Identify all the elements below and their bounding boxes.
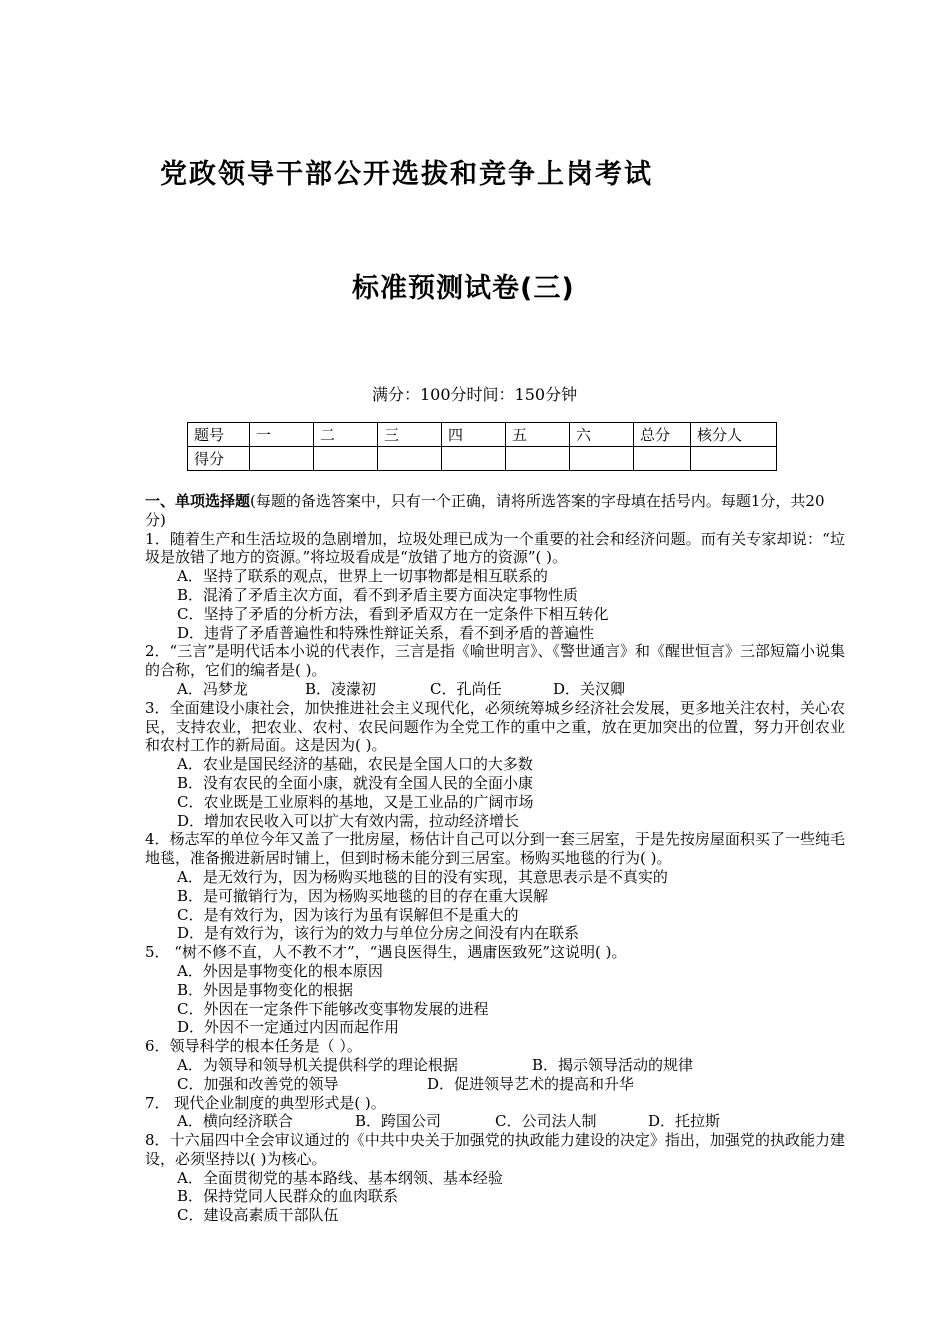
score-cell — [570, 447, 634, 471]
score-table-row-label: 得分 — [188, 447, 250, 471]
question-option: D．促进领导艺术的提高和升华 — [427, 1074, 635, 1093]
score-cell — [691, 447, 777, 471]
question-options-row — [145, 680, 845, 699]
question-option: B．外因是事物变化的根据 — [177, 980, 354, 999]
score-table-score-row — [188, 447, 777, 471]
question-option: A．农业是国民经济的基础，农民是全国人口的大多数 — [177, 755, 533, 774]
question-option: C．孔尚任 — [430, 679, 502, 698]
question-3: 3．全面建设小康社会，加快推进社会主义现代化，必须统筹城乡经济社会发展，更多地关注农村，关心农民，支持农业，把农业、农村、农民问题作为全党工作的重中之重，放在更加突出的位置，努力开创农业和农村工作的新局面。这是因为( )。 — [145, 698, 845, 755]
question-option: D．托拉斯 — [648, 1112, 721, 1131]
question-2: 2．“三言”是明代话本小说的代表作，三言是指《喻世明言》、《警世通言》和《醒世恒言》三部短篇小说集的合称，它们的编者是( )。 — [145, 642, 845, 680]
score-cell — [250, 447, 314, 471]
score-time-info: 满分：100分时间：150分钟 — [372, 385, 578, 404]
score-cell — [442, 447, 506, 471]
question-option: B．没有农民的全面小康，就没有全国人民的全面小康 — [177, 773, 534, 792]
question-option: C．加强和改善党的领导 — [177, 1074, 339, 1093]
question-option: A．外因是事物变化的根本原因 — [177, 961, 383, 980]
score-table-header-row — [188, 423, 777, 447]
question-options-row — [145, 1112, 845, 1131]
question-option: D．关汉卿 — [553, 679, 626, 698]
question-option: D．是有效行为，该行为的效力与单位分房之间没有内在联系 — [177, 924, 580, 943]
question-option: B．凌濛初 — [305, 679, 377, 698]
question-option: A．全面贯彻党的基本路线、基本纲领、基本经验 — [177, 1168, 503, 1187]
question-option: C．建设高素质干部队伍 — [177, 1206, 339, 1225]
score-cell — [634, 447, 691, 471]
score-table-cell: 一 — [250, 423, 314, 447]
score-table-cell: 三 — [378, 423, 442, 447]
section-instruction: (每题的备选答案中，只有一个正确，请将所选答案的字母填在括号内。每题1分，共20分) — [145, 492, 825, 529]
question-7: 7． 现代企业制度的典型形式是( )。 — [145, 1093, 386, 1112]
question-option: C．外因在一定条件下能够改变事物发展的进程 — [177, 999, 489, 1018]
question-option: B．揭示领导活动的规律 — [532, 1055, 694, 1074]
score-cell — [314, 447, 378, 471]
question-4: 4．杨志军的单位今年又盖了一批房屋，杨估计自己可以分到一套三居室，于是先按房屋面积买了一些纯毛地毯，准备搬进新居时铺上，但到时杨未能分到三居室。杨购买地毯的行为( )。 — [145, 830, 845, 868]
question-content — [145, 492, 845, 1225]
question-option: C．公司法人制 — [495, 1112, 597, 1131]
section-heading — [145, 492, 845, 530]
exam-subtitle: 标准预测试卷(三) — [352, 273, 575, 304]
question-option: A．冯梦龙 — [177, 679, 248, 698]
question-option: A．是无效行为，因为杨购买地毯的目的没有实现，其意思表示是不真实的 — [177, 867, 668, 886]
question-option: A．为领导和领导机关提供科学的理论根据 — [177, 1055, 458, 1074]
score-table-cell: 四 — [442, 423, 506, 447]
question-option: C．农业既是工业原料的基地，又是工业品的广阔市场 — [177, 792, 534, 811]
question-option: A．横向经济联合 — [177, 1112, 293, 1131]
question-option: A．坚持了联系的观点，世界上一切事物都是相互联系的 — [177, 567, 548, 586]
score-table-cell: 题号 — [188, 423, 250, 447]
question-option: B．跨国公司 — [355, 1112, 442, 1131]
score-table-cell: 核分人 — [691, 423, 777, 447]
score-table-cell: 六 — [570, 423, 634, 447]
question-option: B．是可撤销行为，因为杨购买地毯的目的存在重大误解 — [177, 886, 549, 905]
score-cell — [378, 447, 442, 471]
question-option: D．违背了矛盾普遍性和特殊性辩证关系，看不到矛盾的普遍性 — [177, 623, 595, 642]
question-6: 6．领导科学的根本任务是（ ）。 — [145, 1037, 362, 1056]
score-table-cell: 五 — [506, 423, 570, 447]
question-option: B．混淆了矛盾主次方面，看不到矛盾主要方面决定事物性质 — [177, 585, 579, 604]
question-option: C．坚持了矛盾的分析方法，看到矛盾双方在一定条件下相互转化 — [177, 604, 609, 623]
question-options-row — [145, 1075, 845, 1094]
section-title: 一、单项选择题 — [145, 492, 251, 510]
score-table-cell: 总分 — [634, 423, 691, 447]
question-1: 1．随着生产和生活垃圾的急剧增加，垃圾处理已成为一个重要的社会和经济问题。而有关专家却说：“垃圾是放错了地方的资源。”将垃圾看成是“放错了地方的资源”( )。 — [145, 529, 845, 567]
question-options-row — [145, 1056, 845, 1075]
exam-title: 党政领导干部公开选拔和竞争上岗考试 — [160, 159, 653, 190]
question-option: B．保持党同人民群众的血肉联系 — [177, 1187, 399, 1206]
question-option: D．增加农民收入可以扩大有效内需，拉动经济增长 — [177, 811, 520, 830]
question-option: D．外因不一定通过内因而起作用 — [177, 1018, 400, 1037]
question-option: C．是有效行为，因为该行为虽有误解但不是重大的 — [177, 905, 519, 924]
question-5: 5． “树不修不直，人不教不才”，“遇良医得生，遇庸医致死”这说明( )。 — [145, 943, 627, 962]
score-table — [187, 422, 777, 471]
score-cell — [506, 447, 570, 471]
score-table-cell: 二 — [314, 423, 378, 447]
question-8: 8．十六届四中全会审议通过的《中共中央关于加强党的执政能力建设的决定》指出，加强党的执政能力建设，必须坚持以( )为核心。 — [145, 1131, 845, 1168]
